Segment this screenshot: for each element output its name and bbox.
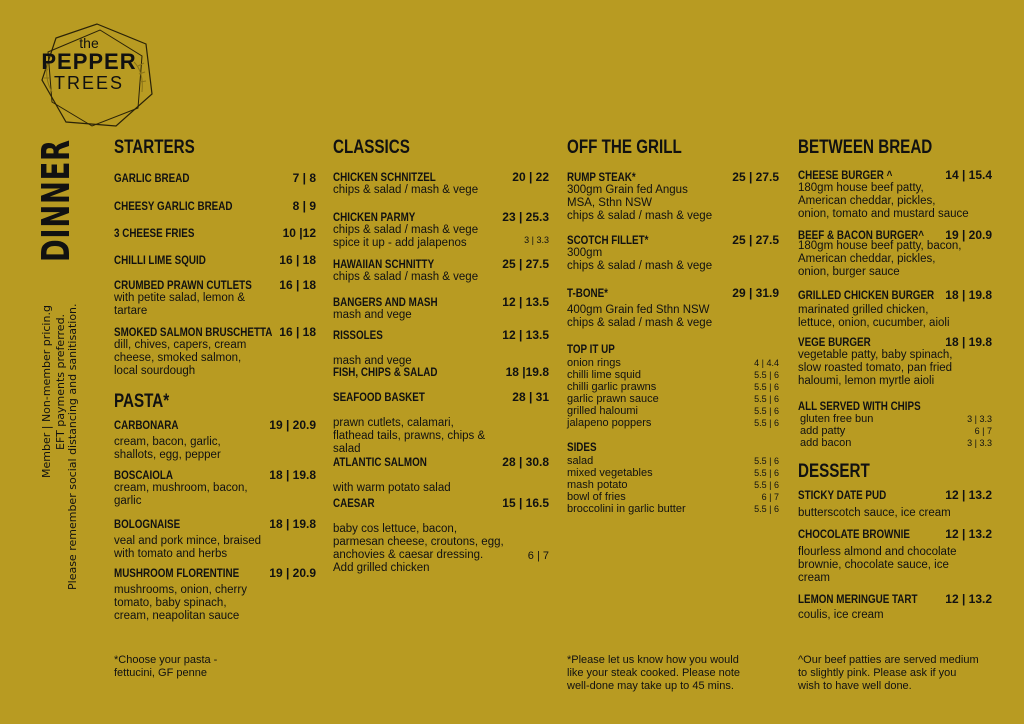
item-price: 25 | 27.5 [732,233,779,247]
item-description: prawn cutlets, calamari, flathead tails, prawns, chips & salad [333,417,486,455]
section-heading-bread: BETWEEN BREAD [798,137,933,158]
menu-item [333,257,549,284]
item-name: CHOCOLATE BROWNIE [798,527,910,541]
steak-note: *Please let us know how you would like your steak cooked. Please note well-done may take up to 45 mins. [567,654,741,692]
extra-item-name: jalapeno poppers [567,417,652,429]
extra-item-price: 5.5 | 6 [754,468,779,478]
side-note-2: EFT payments preferred. [54,313,67,450]
item-name: CHICKEN SCHNITZEL [333,170,436,184]
menu-item [333,496,549,575]
item-name: STICKY DATE PUD [798,488,887,502]
menu-item [114,418,316,462]
subheading-sides: SIDES [567,440,597,454]
menu-item [114,226,316,240]
item-name: GRILLED CHICKEN BURGER [798,288,935,302]
item-price: 25 | 27.5 [502,257,549,271]
item-price: 15 | 16.5 [502,496,549,510]
page-title: DINNER [34,139,78,262]
menu-item [114,253,316,267]
item-price: 29 | 31.9 [732,286,779,300]
pasta-note: *Choose your pasta - fettucini, GF penne [114,654,218,679]
item-description: mushrooms, onion, cherry tomato, baby spinach, cream, neapolitan sauce [114,584,247,622]
item-name: GARLIC BREAD [114,171,190,185]
item-price: 18 | 19.8 [945,335,992,349]
extra-item-name: bowl of fries [567,491,626,503]
brand-line3: TREES [53,73,124,93]
menu-item [114,278,316,318]
item-name: BEEF & BACON BURGER^ [798,228,925,242]
item-price: 18 |19.8 [505,365,549,379]
item-name: ATLANTIC SALMON [333,455,427,469]
item-name: SEAFOOD BASKET [333,390,425,404]
item-description: with petite salad, lemon & tartare [114,292,246,317]
item-price: 19 | 20.9 [269,566,316,580]
menu-item [114,517,316,561]
extra-item-name: chilli garlic prawns [567,381,657,393]
item-name: CHICKEN PARMY [333,210,416,224]
item-extra-price: 3 | 3.3 [524,235,549,245]
extra-item-price: 5.5 | 6 [754,370,779,380]
item-description: chips & salad / mash & vege [333,224,479,236]
menu-item [798,527,992,585]
extra-item-name: chilli lime squid [567,369,641,381]
item-price: 12 | 13.2 [945,488,992,502]
extra-item-name: grilled haloumi [567,405,638,417]
extra-item-price: 5.5 | 6 [754,480,779,490]
menu-item [333,390,549,456]
extra-item-price: 5.5 | 6 [754,504,779,514]
extra-item-name: mash potato [567,479,628,491]
section-heading-grill: OFF THE GRILL [567,137,682,158]
menu-item [333,455,549,495]
item-description: veal and pork mince, braised with tomato and herbs [114,535,262,560]
extra-item-price: 6 | 7 [761,492,779,502]
item-price: 18 | 19.8 [269,468,316,482]
section-heading-pasta: PASTA* [114,391,170,412]
item-description: flourless almond and chocolate brownie, chocolate sauce, ice cream [798,546,957,584]
item-name: BOSCAIOLA [114,468,174,482]
item-name: CARBONARA [114,418,179,432]
item-name: CHILLI LIME SQUID [114,253,206,267]
menu-item [333,328,549,368]
item-price: 12 | 13.5 [502,295,549,309]
extra-item-name: broccolini in garlic butter [567,503,686,515]
item-description: mash and vege [333,309,412,321]
item-price: 19 | 20.9 [269,418,316,432]
extra-item-price: 6 | 7 [974,426,992,436]
extra-item-price: 5.5 | 6 [754,382,779,392]
item-price: 25 | 27.5 [732,170,779,184]
menu-item [333,365,549,379]
item-price: 12 | 13.5 [502,328,549,342]
item-name: BANGERS AND MASH [333,295,438,309]
item-price: 16 | 18 [279,325,316,339]
side-note-3: Please remember social distancing and sanitisation. [66,303,79,590]
item-description: 400gm Grain fed Sthn NSW chips & salad / mash & vege [567,304,713,329]
item-description: 180gm house beef patty, American cheddar, pickles, onion, tomato and mustard sauce [798,182,969,220]
item-description: vegetable patty, baby spinach, slow roasted tomato, pan fried haloumi, lemon myrtle aioli [798,349,953,387]
item-name: CHEESE BURGER ^ [798,168,893,182]
item-name: FISH, CHIPS & SALAD [333,365,438,379]
extra-item-price: 5.5 | 6 [754,456,779,466]
extra-item-price: 4 | 4.4 [754,358,779,368]
subheading-top-it-up: TOP IT UP [567,342,615,356]
extra-item-name: add bacon [800,437,852,449]
item-description: with warm potato salad [333,482,451,494]
item-price: 16 | 18 [279,253,316,267]
item-description: butterscotch sauce, ice cream [798,507,951,519]
extra-item-name: add patty [800,425,846,437]
menu-item [567,233,779,273]
item-name: SMOKED SALMON BRUSCHETTA [114,325,273,339]
item-name: CHEESY GARLIC BREAD [114,199,233,213]
section-heading-starters: STARTERS [114,137,195,158]
item-price: 16 | 18 [279,278,316,292]
extra-item-price: 5.5 | 6 [754,406,779,416]
extra-item-name: garlic prawn sauce [567,393,659,405]
extra-item-price: 5.5 | 6 [754,394,779,404]
item-extra: spice it up - add jalapenos [333,237,467,249]
item-description: 300gm chips & salad / mash & vege [567,247,713,272]
menu-item [798,168,992,221]
menu-item [114,566,316,623]
menu-item [114,199,316,213]
menu-item [798,228,992,279]
item-description: chips & salad / mash & vege [333,184,479,196]
item-price: 28 | 31 [512,390,549,404]
brand-line1: the [79,35,99,51]
item-description: coulis, ice cream [798,609,884,621]
menu-item [567,286,779,330]
side-note-1: Member | Non-member pricin.g [40,305,53,478]
item-name: HAWAIIAN SCHNITTY [333,257,435,271]
item-price: 18 | 19.8 [269,517,316,531]
menu-item [333,295,549,322]
item-extra-price: 6 | 7 [527,550,549,562]
item-description: 180gm house beef patty, bacon, American cheddar, pickles, onion, burger sauce [798,240,962,278]
item-name: CAESAR [333,496,375,510]
item-price: 19 | 20.9 [945,228,992,242]
item-name: VEGE BURGER [798,335,871,349]
menu-item [114,468,316,508]
item-description: baby cos lettuce, bacon, parmesan cheese, croutons, egg, anchovies & caesar dressing. Add grilled chicken [333,523,504,574]
item-price: 20 | 22 [512,170,549,184]
menu-item [114,171,316,185]
extra-item-name: mixed vegetables [567,467,653,479]
extra-item-price: 3 | 3.3 [967,414,992,424]
item-price: 8 | 9 [292,199,316,213]
item-name: RUMP STEAK* [567,170,636,184]
subheading-chips: ALL SERVED WITH CHIPS [798,399,921,413]
menu-item [798,335,992,388]
item-description: cream, mushroom, bacon, garlic [114,482,248,507]
item-name: T-BONE* [567,286,609,300]
extra-item-name: onion rings [567,357,621,369]
menu-item [567,170,779,223]
item-description: mash and vege [333,355,412,367]
item-description: marinated grilled chicken, lettuce, onion, cucumber, aioli [798,304,950,329]
item-description: dill, chives, capers, cream cheese, smoked salmon, local sourdough [114,339,247,377]
section-heading-dessert: DESSERT [798,461,870,482]
item-name: 3 CHEESE FRIES [114,226,195,240]
menu-item [798,592,992,622]
item-price: 18 | 19.8 [945,288,992,302]
item-price: 14 | 15.4 [945,168,992,182]
item-name: SCOTCH FILLET* [567,233,649,247]
item-price: 23 | 25.3 [502,210,549,224]
menu-item [798,488,992,520]
item-name: CRUMBED PRAWN CUTLETS [114,278,252,292]
extra-item-price: 5.5 | 6 [754,418,779,428]
item-name: MUSHROOM FLORENTINE [114,566,240,580]
item-price: 10 |12 [282,226,316,240]
item-price: 7 | 8 [292,171,316,185]
extra-item-name: gluten free bun [800,413,874,425]
item-description: 300gm Grain fed Angus MSA, Sthn NSW chips & salad / mash & vege [567,184,713,222]
menu-item [333,170,549,197]
extra-item-price: 3 | 3.3 [967,438,992,448]
burger-note: ^Our beef patties are served medium to slightly pink. Please ask if you wish to have well done. [798,654,979,692]
brand-line2: PEPPER [41,49,137,74]
item-name: RISSOLES [333,328,383,342]
menu-item [333,210,549,250]
item-name: BOLOGNAISE [114,517,181,531]
item-description: chips & salad / mash & vege [333,271,479,283]
menu-item [798,288,992,330]
item-price: 12 | 13.2 [945,592,992,606]
menu-item [114,325,316,378]
section-heading-classics: CLASSICS [333,137,410,158]
extra-item-name: salad [567,455,594,467]
item-name: LEMON MERINGUE TART [798,592,918,606]
item-price: 28 | 30.8 [502,455,549,469]
item-description: cream, bacon, garlic, shallots, egg, pepper [114,436,221,461]
item-price: 12 | 13.2 [945,527,992,541]
brand-logo-text [38,36,140,92]
